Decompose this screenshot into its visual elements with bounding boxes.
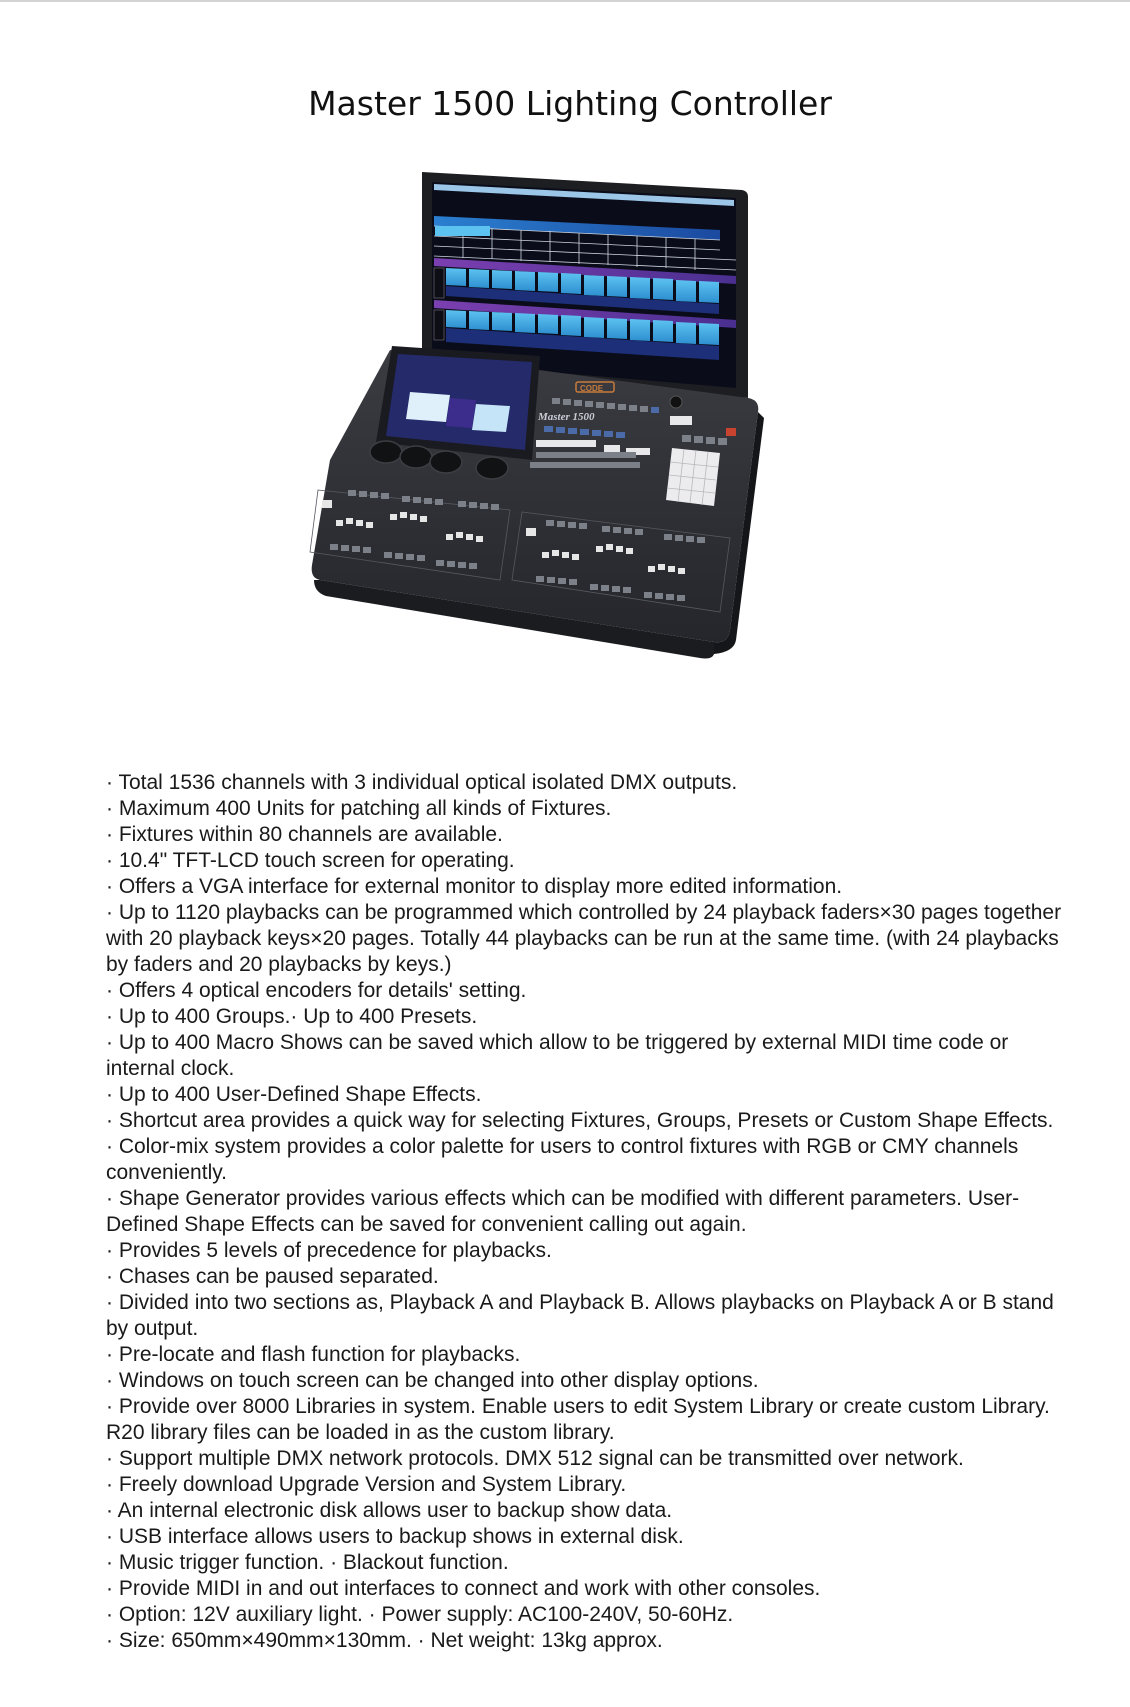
- spec-item: · Color-mix system provides a color palette for users to control fixtures with RGB or CMY channels conveniently.: [106, 1135, 1019, 1184]
- spec-list: [106, 770, 1066, 1654]
- spec-item: · Up to 400 Groups.· Up to 400 Presets.: [106, 1005, 478, 1028]
- spec-item: · Pre-locate and flash function for playbacks.: [106, 1343, 521, 1366]
- spec-item: · Maximum 400 Units for patching all kinds of Fixtures.: [106, 797, 612, 820]
- spec-item: · An internal electronic disk allows user to backup show data.: [106, 1499, 673, 1522]
- spec-item: · Freely download Upgrade Version and System Library.: [106, 1473, 627, 1496]
- spec-item: · Divided into two sections as, Playback A and Playback B. Allows playbacks on Playback A or B stand by output.: [106, 1291, 1054, 1340]
- console-touch-screen: [376, 346, 540, 460]
- red-button: [726, 428, 736, 436]
- spec-item: · 10.4" TFT-LCD touch screen for operating.: [106, 849, 515, 872]
- page-title: Master 1500 Lighting Controller: [308, 84, 832, 124]
- spec-item: · Provide MIDI in and out interfaces to connect and work with other consoles.: [106, 1577, 821, 1600]
- spec-item: · Shortcut area provides a quick way for selecting Fixtures, Groups, Presets or Custom Shape Effects.: [106, 1109, 1054, 1132]
- spec-item: · Windows on touch screen can be changed into other display options.: [106, 1369, 759, 1392]
- spec-item: · Shape Generator provides various effects which can be modified with different parameters. User-Defined Shape Effects can be saved for convenient calling out again.: [106, 1187, 1020, 1236]
- console-body: [310, 346, 764, 659]
- spec-item: · Up to 400 User-Defined Shape Effects.: [106, 1083, 482, 1106]
- spec-item: · Chases can be paused separated.: [106, 1265, 439, 1288]
- spec-item: · Offers 4 optical encoders for details' setting.: [106, 979, 527, 1002]
- spec-item: · USB interface allows users to backup shows in external disk.: [106, 1525, 684, 1548]
- spec-item: · Offers a VGA interface for external monitor to display more edited information.: [106, 875, 843, 898]
- spec-item: · Fixtures within 80 channels are available.: [106, 823, 503, 846]
- top-border: [0, 0, 1130, 2]
- spec-item: · Music trigger function. · Blackout function.: [106, 1551, 509, 1574]
- spec-item: · Total 1536 channels with 3 individual optical isolated DMX outputs.: [106, 771, 738, 794]
- model-label: Master 1500: [538, 411, 595, 423]
- brand-badge-text: CODE: [580, 384, 604, 393]
- spec-item: · Up to 1120 playbacks can be programmed which controlled by 24 playback faders×30 pages together with 20 playback keys×20 pages. Totally 44 playbacks can be run at the same time. (with 24 playbacks by faders and 20 playbacks by keys.): [106, 901, 1062, 976]
- spec-item: · Up to 400 Macro Shows can be saved which allow to be triggered by external MIDI time code or internal clock.: [106, 1031, 1009, 1080]
- spec-item: · Support multiple DMX network protocols. DMX 512 signal can be transmitted over network.: [106, 1447, 964, 1470]
- spec-item: · Provides 5 levels of precedence for playbacks.: [106, 1239, 552, 1262]
- spec-item: · Size: 650mm×490mm×130mm. · Net weight: 13kg approx.: [106, 1629, 663, 1652]
- spec-item: · Option: 12V auxiliary light. · Power supply: AC100-240V, 50-60Hz.: [106, 1603, 734, 1626]
- product-image: [300, 160, 840, 720]
- spec-item: · Provide over 8000 Libraries in system. Enable users to edit System Library or create custom Library. R20 library files can be loaded in as the custom library.: [106, 1395, 1050, 1444]
